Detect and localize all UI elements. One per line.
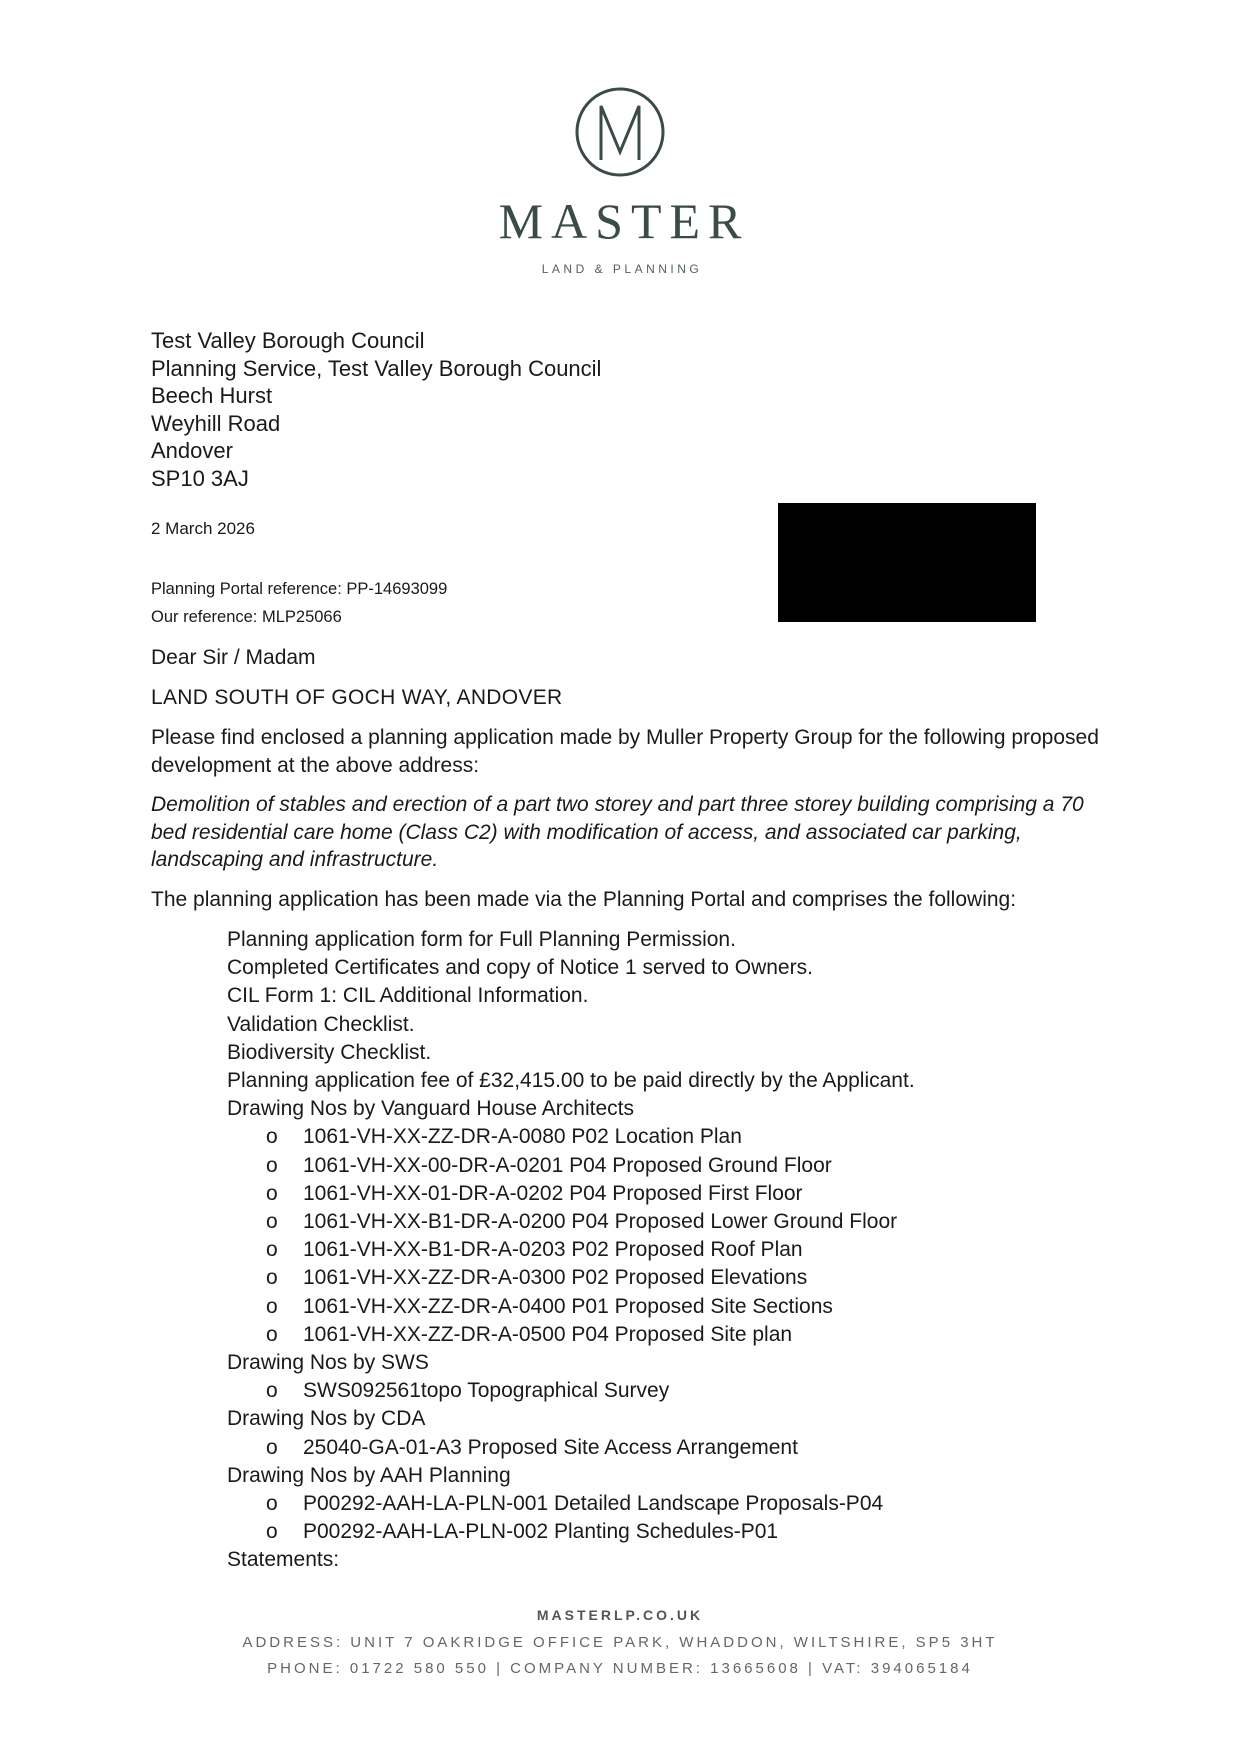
address-line: SP10 3AJ (151, 465, 249, 491)
address-line: Weyhill Road (151, 410, 281, 436)
drawing-item (266, 1293, 1111, 1321)
development-description: Demolition of stables and erection of a part two storey and part three storey building comprising a 70 bed residential care home (Class C2) with modification of access, and associated car parking, landscaping and infrastructure. (151, 793, 1084, 871)
address-line: Test Valley Borough Council (151, 328, 425, 353)
bullet-icon: o (266, 1266, 278, 1290)
salutation: Dear Sir / Madam (151, 646, 316, 669)
intro-paragraph: Please find enclosed a planning application made by Muller Property Group for the following proposed development at the above address: (151, 726, 1099, 777)
address-line: Andover (151, 438, 233, 463)
company-logo (0, 86, 1240, 276)
our-reference: Our reference: MLP25066 (151, 608, 342, 626)
drawing-item (266, 1321, 1111, 1349)
references (151, 575, 447, 631)
drawing-item-text: 1061-VH-XX-ZZ-DR-A-0400 P01 Proposed Site Sections (303, 1294, 833, 1318)
subject-line: LAND SOUTH OF GOCH WAY, ANDOVER (151, 685, 563, 709)
drawing-item (266, 1518, 1111, 1546)
drawing-item-text: 1061-VH-XX-ZZ-DR-A-0080 P02 Location Plan (303, 1125, 742, 1149)
bullet-icon: o (266, 1238, 278, 1262)
footer-contact: PHONE: 01722 580 550 | COMPANY NUMBER: 13665608 | VAT: 394065184 (267, 1660, 973, 1677)
drawing-item (266, 1377, 1111, 1405)
letter-date: 2 March 2026 (151, 519, 255, 538)
monogram-logo-icon (574, 86, 666, 178)
drawing-group-heading: Drawing Nos by AAH Planning (227, 1463, 511, 1487)
drawing-item-text: P00292-AAH-LA-PLN-002 Planting Schedules-P01 (303, 1520, 779, 1544)
drawing-item (266, 1208, 1111, 1236)
drawing-item-text: 25040-GA-01-A3 Proposed Site Access Arrangement (303, 1435, 798, 1459)
drawing-item (266, 1434, 1111, 1462)
drawing-item (266, 1123, 1111, 1151)
drawing-item-text: 1061-VH-XX-ZZ-DR-A-0300 P02 Proposed Elevations (303, 1266, 808, 1290)
list-item: Planning application form for Full Planning Permission. (227, 928, 736, 951)
drawing-item-text: 1061-VH-XX-01-DR-A-0202 P04 Proposed First Floor (303, 1181, 803, 1205)
bullet-icon: o (266, 1294, 278, 1318)
redaction-block (778, 503, 1036, 622)
drawing-item (266, 1180, 1111, 1208)
list-item: CIL Form 1: CIL Additional Information. (227, 984, 589, 1008)
drawing-item-text: P00292-AAH-LA-PLN-001 Detailed Landscape Proposals-P04 (303, 1492, 884, 1516)
enclosures-list (227, 926, 1111, 1575)
drawing-item-text: 1061-VH-XX-00-DR-A-0201 P04 Proposed Ground Floor (303, 1153, 832, 1177)
drawing-item (266, 1490, 1111, 1518)
statements-label: Statements: (227, 1548, 340, 1572)
list-item: Biodiversity Checklist. (227, 1040, 432, 1064)
bullet-icon: o (266, 1379, 278, 1403)
drawing-group-heading: Drawing Nos by Vanguard House Architects (227, 1097, 634, 1121)
page-footer (0, 1607, 1240, 1677)
drawing-item-text: 1061-VH-XX-B1-DR-A-0203 P02 Proposed Roof Plan (303, 1238, 803, 1262)
address-line: Planning Service, Test Valley Borough Council (151, 355, 602, 381)
drawing-item-text: SWS092561topo Topographical Survey (303, 1379, 670, 1403)
drawing-group-heading: Drawing Nos by CDA (227, 1407, 426, 1431)
drawing-item-text: 1061-VH-XX-ZZ-DR-A-0500 P04 Proposed Site plan (303, 1322, 793, 1346)
bullet-icon: o (266, 1153, 278, 1177)
footer-address: ADDRESS: UNIT 7 OAKRIDGE OFFICE PARK, WHADDON, WILTSHIRE, SP5 3HT (242, 1634, 998, 1651)
drawing-item (266, 1236, 1111, 1264)
bullet-icon: o (266, 1181, 278, 1205)
bullet-icon: o (266, 1125, 278, 1149)
recipient-address (151, 327, 601, 492)
drawing-item-text: 1061-VH-XX-B1-DR-A-0200 P04 Proposed Lower Ground Floor (303, 1210, 898, 1234)
drawing-item (266, 1264, 1111, 1292)
list-item: Validation Checklist. (227, 1012, 415, 1036)
list-item: Completed Certificates and copy of Notice 1 served to Owners. (227, 956, 813, 980)
address-line: Beech Hurst (151, 383, 273, 408)
bullet-icon: o (266, 1322, 278, 1346)
logo-wordmark: MASTER (498, 193, 750, 249)
comprises-paragraph: The planning application has been made via the Planning Portal and comprises the following: (151, 887, 1017, 911)
bullet-icon: o (266, 1210, 278, 1234)
portal-reference: Planning Portal reference: PP-14693099 (151, 580, 448, 598)
list-item: Planning application fee of £32,415.00 to be paid directly by the Applicant. (227, 1069, 915, 1093)
bullet-icon: o (266, 1435, 278, 1459)
letter-body (151, 644, 1111, 1575)
logo-tagline: LAND & PLANNING (541, 262, 703, 276)
bullet-icon: o (266, 1520, 278, 1544)
drawing-item (266, 1152, 1111, 1180)
bullet-icon: o (266, 1492, 278, 1516)
drawing-group-heading: Drawing Nos by SWS (227, 1351, 429, 1375)
footer-website: MASTERLP.CO.UK (536, 1607, 704, 1623)
